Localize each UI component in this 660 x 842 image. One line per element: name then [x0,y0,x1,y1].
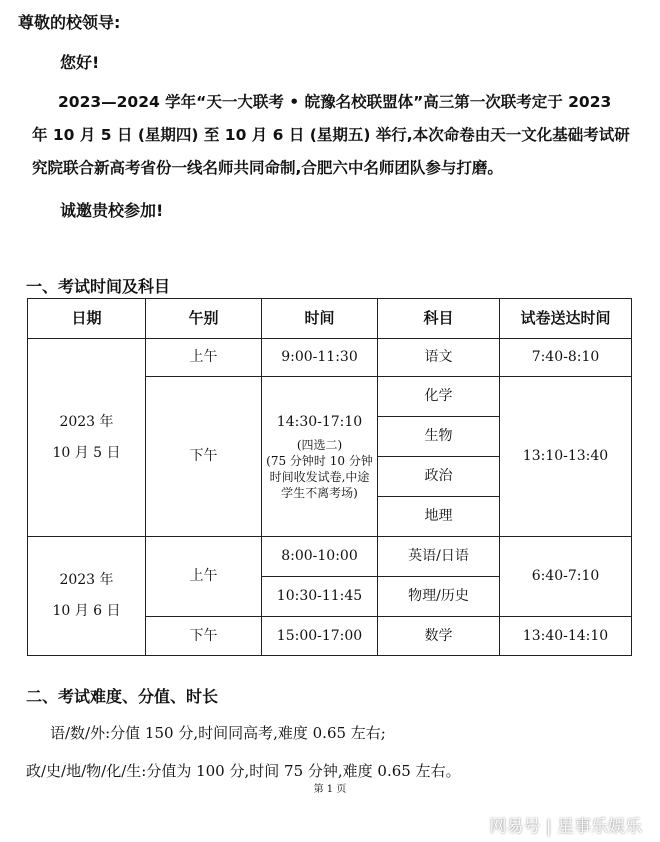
day2-morning-subject1: 英语/日语 [378,537,500,577]
day1-afternoon-subject-chemistry: 化学 [378,377,500,417]
section-2-title: 二、考试难度、分值、时长 [26,687,219,706]
header-date: 日期 [28,299,146,339]
day2-morning-period: 上午 [146,537,262,617]
score-line-main-subjects: 语/数/外:分值 150 分,时间同高考,难度 0.65 左右; [50,724,386,742]
header-subject: 科目 [378,299,500,339]
day1-morning-time: 9:00-11:30 [262,339,378,377]
day1-afternoon-note3: 时间收发试卷,中途 [269,470,370,484]
day1-afternoon-delivery: 13:10-13:40 [500,377,632,537]
table-row [28,339,632,377]
day2-morning-time1: 8:00-10:00 [262,537,378,577]
day2-date-day: 10 月 6 日 [52,603,121,619]
header-period: 午别 [146,299,262,339]
day2-afternoon-time: 15:00-17:00 [262,617,378,656]
section-1-title: 一、考试时间及科目 [26,277,171,296]
day1-afternoon-note1: (四选二) [296,437,343,452]
day1-afternoon-time-cell [262,377,378,537]
header-time: 时间 [262,299,378,339]
invitation: 诚邀贵校参加! [60,201,164,220]
day1-afternoon-time: 14:30-17:10 [276,413,363,430]
day1-afternoon-note4: 学生不离考场) [281,486,358,501]
day2-morning-delivery: 6:40-7:10 [500,537,632,617]
day1-afternoon-period: 下午 [146,377,262,537]
day2-morning-subject2: 物理/历史 [378,577,500,617]
day1-afternoon-subject-biology: 生物 [378,417,500,457]
table-header-row [28,299,632,339]
day1-afternoon-note2: (75 分钟时 10 分钟 [266,453,373,468]
day1-morning-period: 上午 [146,339,262,377]
day2-afternoon-subject: 数学 [378,617,500,656]
greeting-hello: 您好! [60,53,100,72]
score-line-elective-subjects: 政/史/地/物/化/生:分值为 100 分,时间 75 分钟,难度 0.65 左右。 [26,762,461,780]
day1-date-day: 10 月 5 日 [52,444,121,461]
day1-morning-delivery: 7:40-8:10 [500,339,632,377]
day1-afternoon-subject-geography: 地理 [378,497,500,537]
letter-body: 2023—2024 学年“天一大联考 • 皖豫名校联盟体”高三第一次联考定于 2023 年 10 月 5 日 (星期四) 至 10 月 6 日 (星期五) 举行,本次命卷由天一文化基础考试研究院联合新高考省份一线名师共同命制,合肥六中名师团队参与打磨。 [32,93,630,177]
day2-date-year: 2023 年 [59,572,114,588]
day2-morning-time2: 10:30-11:45 [262,577,378,617]
watermark: 网易号 | 星事乐娱乐 [489,817,642,837]
day1-date-year: 2023 年 [59,413,114,430]
day1-date-cell [28,339,146,537]
table-row [28,537,632,577]
exam-schedule-table [27,298,632,656]
day2-afternoon-delivery: 13:40-14:10 [500,617,632,656]
day2-afternoon-period: 下午 [146,617,262,656]
day2-date-cell [28,537,146,656]
day1-afternoon-subject-politics: 政治 [378,457,500,497]
salutation: 尊敬的校领导: [18,13,121,32]
header-delivery: 试卷送达时间 [500,299,632,339]
page-number: 第 1 页 [313,784,347,795]
day1-morning-subject: 语文 [378,339,500,377]
